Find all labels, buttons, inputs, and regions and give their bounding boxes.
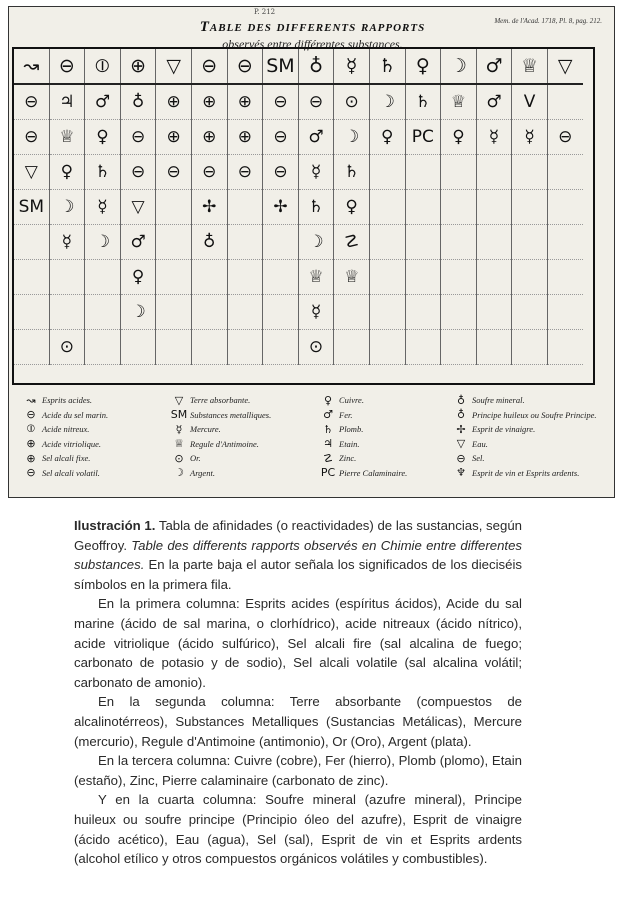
caption-paragraph-2: En la primera columna: Esprits acides (espíritus ácidos), Acide du sal marine (ácido de sal marina, o clorhídrico), acide nitreaux (ácido nítrico), acide vitriolique (ácido sulfúrico), Sel alcali fire (sal alcalina de fuego; carbonato de potasio y de sodio), Sel alcali volatile (sal alcalina volátil; carbonato de amonio). [74,596,522,690]
table-cell [227,225,263,260]
figure-label: Ilustración 1. [74,518,156,533]
legend-item [450,451,597,466]
table-cell: ⊖ [227,155,263,190]
table-cell [227,295,263,330]
table-cell [156,225,192,260]
table-cell [14,225,49,260]
table-cell: ☽ [49,190,85,225]
symbol-legend [20,393,605,493]
legend-label: Soufre mineral. [472,395,525,406]
table-cell: SM [18,197,45,217]
table-cell: ⊖ [227,49,263,84]
legend-symbol: ♂ [323,408,333,422]
table-cell: ♕ [49,120,85,155]
table-cell: ☽ [334,120,370,155]
table-cell: ♄ [405,84,441,120]
table-cell: ♁ [191,225,227,260]
legend-symbol: ▽ [456,437,466,451]
legend-symbol: PC [320,466,336,480]
plate-title: Table des differents rapports [199,19,426,35]
legend-symbol: ☡ [323,451,333,465]
legend-item [20,451,108,466]
table-cell: ♕ [298,260,334,295]
table-cell [512,225,548,260]
table-cell [156,190,192,225]
table-cell: ♂ [476,49,512,84]
legend-item [20,408,108,423]
legend-item [168,451,271,466]
table-cell: ⊕ [227,120,263,155]
table-cell [85,330,121,365]
legend-symbol: ♆ [456,466,466,480]
table-cell [85,295,121,330]
table-cell [263,260,299,295]
legend-item [450,437,597,452]
table-cell [405,225,441,260]
table-cell: ⊖ [156,155,192,190]
table-cell: ♕ [512,49,548,84]
table-cell: ♀ [85,120,121,155]
table-cell [547,260,582,295]
table-cell: ☿ [298,295,334,330]
table-cell [334,330,370,365]
table-cell: ✢ [191,190,227,225]
table-cell [49,260,85,295]
legend-item [317,466,407,481]
table-row [14,84,583,120]
table-cell [263,295,299,330]
table-cell: ⊖ [49,49,85,84]
table-cell [441,155,477,190]
legend-symbol: ↝ [26,393,36,407]
table-cell: ☡ [334,225,370,260]
legend-item [450,466,597,481]
table-cell: ♀ [441,120,477,155]
legend-item [20,466,108,481]
table-cell [512,190,548,225]
table-cell [476,225,512,260]
caption-paragraph-4: En la tercera columna: Cuivre (cobre), Fer (hierro), Plomb (plomo), Etain (estaño), Zinc, Pierre calaminaire (carbonato de zinc). [74,753,522,788]
legend-item [317,422,407,437]
legend-item [450,422,597,437]
legend-label: Fer. [339,409,353,420]
legend-label: Acide vitriolique. [42,438,102,449]
table-cell [441,330,477,365]
legend-label: Acide du sel marin. [42,409,109,420]
table-cell: ⊕ [227,84,263,120]
legend-symbol: ☿ [175,422,183,436]
table-cell [441,260,477,295]
table-cell: ☿ [334,49,370,84]
table-cell: ♀ [120,260,156,295]
legend-symbol: ▽ [174,393,184,407]
table-cell [334,295,370,330]
legend-label: Cuivre. [339,395,364,406]
table-cell [547,225,582,260]
table-cell: SM [263,49,299,84]
legend-label: Esprit de vinaigre. [472,424,536,435]
legend-label: Acide nitreux. [42,424,90,435]
table-cell: ♕ [334,260,370,295]
table-row [14,330,583,365]
table-cell: ☽ [298,225,334,260]
affinity-table [14,49,583,365]
table-cell [476,190,512,225]
table-cell [85,260,121,295]
table-cell [512,260,548,295]
table-cell: ⊙ [49,330,85,365]
table-cell: ♀ [49,155,85,190]
table-cell [191,260,227,295]
table-cell [441,190,477,225]
table-cell: ♄ [334,155,370,190]
legend-label: Zinc. [339,453,357,464]
table-cell: ♄ [298,190,334,225]
table-row [14,295,583,330]
table-cell: ⊕ [191,120,227,155]
legend-item [317,451,407,466]
table-cell [369,260,405,295]
table-cell [512,155,548,190]
table-cell [14,295,49,330]
table-cell [14,260,49,295]
caption-intro-end: En la parte baja el autor señala los significados de los dieciséis símbolos en la primera fila. [74,557,522,592]
table-cell: ♁ [298,49,334,84]
legend-item [168,393,271,408]
legend-label: Substances metalliques. [190,409,272,420]
legend-item [168,437,271,452]
table-cell: ⊖ [191,49,227,84]
plate-number: P. 212 [254,8,276,16]
table-cell [476,330,512,365]
table-cell: ⊖ [24,127,39,147]
table-cell [263,330,299,365]
legend-label: Eau. [472,438,488,449]
table-cell: ⊖ [120,120,156,155]
caption-paragraph-1 [74,516,522,594]
table-cell: ♃ [49,84,85,120]
table-header-row [14,49,583,84]
legend-symbol: ☽ [174,466,184,480]
table-cell: ⊖ [24,92,39,112]
legend-item [317,437,407,452]
table-cell [547,295,582,330]
table-cell: ⊖ [263,155,299,190]
table-cell: ♁ [120,84,156,120]
table-cell: ⊙ [334,84,370,120]
legend-item [20,393,108,408]
legend-label: Argent. [190,467,215,478]
table-cell: ⊖ [191,155,227,190]
table-cell [476,295,512,330]
table-cell [369,295,405,330]
legend-symbol: SM [170,408,188,422]
table-cell: ♀ [334,190,370,225]
table-cell: ▽ [547,49,582,84]
table-cell: ⊖ [547,120,582,155]
legend-symbol: ♀ [323,393,333,407]
table-cell: ☽ [85,225,121,260]
legend-label: Sel alcali volatil. [42,467,100,478]
legend-item [317,408,407,423]
table-cell: ⊙ [298,330,334,365]
table-cell [476,260,512,295]
table-cell [191,330,227,365]
legend-symbol: ⊕ [26,437,36,451]
table-cell [405,155,441,190]
table-cell: ♄ [85,155,121,190]
table-cell [405,295,441,330]
legend-symbol: ♃ [323,437,333,451]
table-cell: ☿ [49,225,85,260]
table-cell [547,84,582,120]
legend-symbol: ♁ [456,393,466,407]
table-cell [369,330,405,365]
legend-symbol: ✢ [456,422,466,436]
legend-item [20,422,108,437]
plate-reference: Mem. de l'Acad. 1718, Pl. 8, pag. 212. [494,17,602,25]
table-cell [227,330,263,365]
legend-item [450,408,597,423]
legend-symbol: ⊖ [26,466,36,480]
legend-label: Principe huileux ou Soufre Principe. [472,409,597,420]
table-cell: ♀ [405,49,441,84]
caption-intro: Tabla de afinidades (o reactividades) de las sustancias, según Geoffroy. [74,518,522,553]
legend-symbol: ⦶ [27,422,35,436]
legend-symbol: ⊖ [26,408,36,422]
table-cell [512,295,548,330]
legend-symbol: ⊙ [174,451,184,465]
table-cell: ☽ [441,49,477,84]
table-cell: ♂ [298,120,334,155]
table-row [14,225,583,260]
table-cell [120,330,156,365]
legend-item [168,466,271,481]
table-cell: ⊕ [156,84,192,120]
table-cell: ♂ [85,84,121,120]
legend-label: Pierre Calaminaire. [339,467,408,478]
table-cell: ☿ [476,120,512,155]
legend-label: Esprits acides. [42,395,93,406]
table-cell [476,155,512,190]
legend-label: Esprit de vin et Esprits ardents. [472,467,580,478]
table-row [14,120,583,155]
table-cell: ☿ [512,120,548,155]
table-cell [156,295,192,330]
table-row [14,190,583,225]
table-row [14,260,583,295]
legend-label: Sel. [472,453,485,464]
table-cell [547,155,582,190]
table-cell [191,295,227,330]
legend-item [450,393,597,408]
table-cell: ✢ [263,190,299,225]
table-cell [49,295,85,330]
legend-column-1 [20,393,108,480]
table-cell [547,330,582,365]
table-cell: ☽ [369,84,405,120]
table-cell: ☽ [120,295,156,330]
table-cell: ☿ [298,155,334,190]
table-cell [512,330,548,365]
legend-symbol: ⊕ [26,451,36,465]
table-cell [156,260,192,295]
table-cell: ♂ [120,225,156,260]
table-row [14,155,583,190]
legend-label: Regule d'Antimoine. [190,438,259,449]
table-cell: ⊖ [120,155,156,190]
caption-paragraph-5: Y en la cuarta columna: Soufre mineral (azufre mineral), Principe huileux ou soufre principe (Principio óleo del azufre), Esprit de vinaigre (ácido acético), Eau (agua), Sel (sal), Esprit de vin et Esprits ardents (alcohol etílico y otros compuestos orgánicos volátiles y combustibles). [74,792,522,867]
legend-item [20,437,108,452]
table-cell: ⊖ [263,120,299,155]
legend-symbol: ♄ [323,422,333,436]
table-cell [441,295,477,330]
legend-item [317,393,407,408]
table-cell: ♄ [369,49,405,84]
caption-original-title: Table des differents rapports observés en Chimie entre differentes substances. [74,537,522,573]
table-cell: ⦶ [85,49,121,84]
table-cell [405,260,441,295]
table-cell [263,225,299,260]
legend-column-4 [450,393,597,480]
table-cell [405,190,441,225]
legend-label: Etain. [339,438,360,449]
table-cell [227,190,263,225]
table-cell: ♂ [476,84,512,120]
legend-item [168,422,271,437]
table-cell: ↝ [14,49,49,84]
table-cell [369,225,405,260]
table-cell [441,225,477,260]
legend-item [168,408,271,423]
legend-symbol: ♁ [456,408,466,422]
plate-subtitle: observés entre différentes substances. [222,37,403,51]
table-cell: ⊖ [298,84,334,120]
table-cell: ♕ [441,84,477,120]
legend-label: Terre absorbante. [190,395,251,406]
caption-paragraph-3: En la segunda columna: Terre absorbante (compuestos de alcalinotérreos), Substances Metalliques (Sustancias Metálicas), Mercure (mercurio), Regule d'Antimoine (antimonio), Or (Oro), Argent (plata). [74,694,522,749]
table-cell: ▽ [120,190,156,225]
table-cell [156,330,192,365]
table-cell [14,330,49,365]
legend-symbol: ♕ [174,437,184,451]
caption-text [74,516,522,869]
table-cell [405,330,441,365]
table-cell: ⊕ [120,49,156,84]
table-cell [369,155,405,190]
table-cell [369,190,405,225]
table-cell: ♀ [369,120,405,155]
legend-label: Mercure. [190,424,221,435]
table-cell: ⊕ [191,84,227,120]
table-cell: V [512,84,548,120]
table-cell: ⊖ [263,84,299,120]
table-cell [547,190,582,225]
table-cell: ▽ [156,49,192,84]
table-cell: ▽ [24,162,38,182]
legend-label: Or. [190,453,201,464]
table-cell: ⊕ [156,120,192,155]
table-cell [227,260,263,295]
legend-label: Sel alcali fixe. [42,453,91,464]
legend-symbol: ⊖ [456,451,466,465]
table-cell: PC [405,120,441,155]
legend-column-2 [168,393,271,480]
table-cell: ☿ [85,190,121,225]
legend-column-3 [317,393,407,480]
legend-label: Plomb. [339,424,364,435]
